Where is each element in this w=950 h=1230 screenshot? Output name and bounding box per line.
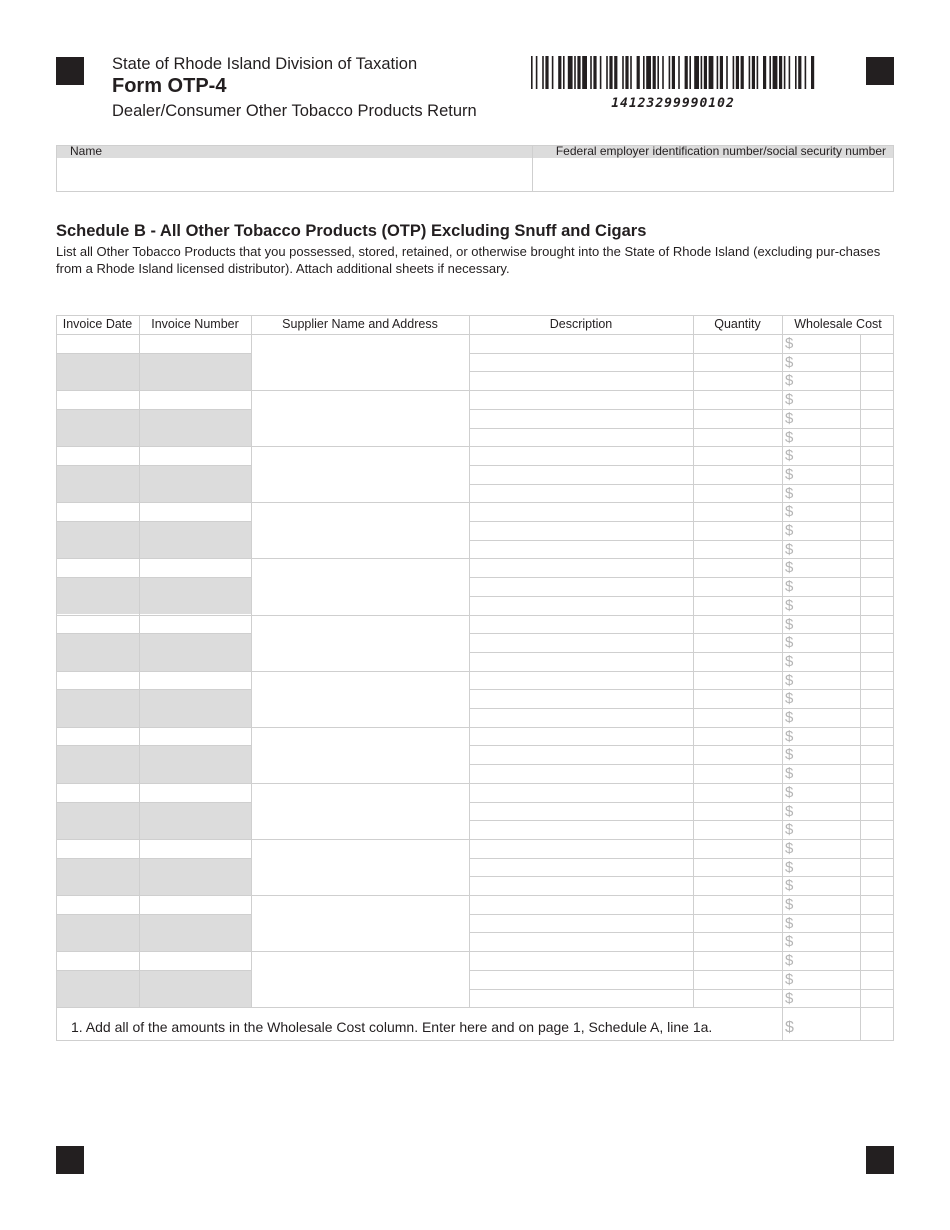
row-divider (56, 970, 251, 971)
row-divider (56, 577, 251, 578)
row-divider (469, 932, 894, 933)
row-divider (469, 353, 894, 354)
shaded-cell (56, 633, 251, 670)
barcode-bar (694, 56, 699, 89)
dollar-sign: $ (785, 839, 794, 857)
column-divider (782, 1007, 783, 1041)
otp-invoice-table (56, 315, 894, 1041)
column-divider (469, 315, 470, 1007)
dollar-sign: $ (785, 503, 794, 521)
column-header: Invoice Number (151, 317, 239, 331)
row-divider (469, 708, 894, 709)
dollar-sign: $ (785, 877, 794, 895)
dollar-sign: $ (785, 952, 794, 970)
barcode-number: 14123299990102 (611, 96, 735, 111)
dollar-sign: $ (785, 858, 794, 876)
row-divider (56, 353, 251, 354)
barcode-bar (733, 56, 735, 89)
barcode-bar (653, 56, 656, 89)
registration-mark-bottom-right (866, 1146, 894, 1174)
column-divider (693, 315, 694, 1007)
row-divider (469, 596, 894, 597)
barcode-bar (643, 56, 645, 89)
barcode-bar (536, 56, 538, 89)
dollar-sign: $ (785, 353, 794, 371)
barcode-bar (736, 56, 739, 89)
dollar-sign: $ (785, 372, 794, 390)
registration-mark-bottom-left (56, 1146, 84, 1174)
barcode-bar (657, 56, 659, 89)
barcode-bar (630, 56, 632, 89)
barcode-bar (709, 56, 714, 89)
row-divider (56, 521, 251, 522)
group-divider (56, 1007, 894, 1008)
row-divider (469, 371, 894, 372)
dollar-sign: $ (785, 335, 794, 352)
form-subtitle: Dealer/Consumer Other Tobacco Products Return (112, 102, 477, 120)
column-divider (251, 315, 252, 1007)
barcode-bar (542, 56, 544, 89)
barcode-bar (704, 56, 707, 89)
barcode-bar (720, 56, 723, 89)
row-divider (469, 633, 894, 634)
shaded-cell (56, 353, 251, 390)
dollar-sign: $ (785, 989, 794, 1007)
barcode-bar (678, 56, 680, 89)
barcode-bar (609, 56, 612, 89)
barcode-bar (552, 56, 554, 89)
row-divider (469, 465, 894, 466)
group-divider (56, 727, 894, 728)
barcode-bar (563, 56, 565, 89)
cents-divider (860, 334, 861, 1041)
taxpayer-info-box (56, 145, 894, 192)
shaded-cell (56, 465, 251, 502)
column-header: Description (549, 317, 613, 331)
barcode-bar (669, 56, 671, 89)
shaded-cell (56, 521, 251, 558)
dollar-sign: $ (785, 391, 794, 409)
row-divider (56, 689, 251, 690)
barcode-bar (789, 56, 791, 89)
dollar-sign: $ (785, 970, 794, 988)
barcode-bar (614, 56, 617, 89)
dollar-sign: $ (785, 652, 794, 670)
row-divider (56, 914, 251, 915)
dollar-sign: $ (785, 746, 794, 764)
group-divider (56, 390, 894, 391)
taxpayer-info-divider (532, 146, 533, 191)
row-divider (56, 633, 251, 634)
barcode-bar (805, 56, 807, 89)
barcode-bar (568, 56, 573, 89)
header-divider (56, 334, 894, 335)
group-divider (56, 839, 894, 840)
barcode-bar (582, 56, 587, 89)
barcode-bar (689, 56, 691, 89)
row-divider (469, 858, 894, 859)
dollar-sign: $ (785, 559, 794, 577)
barcode-bar (646, 56, 651, 89)
barcode-bar (717, 56, 719, 89)
barcode-bar (798, 56, 801, 89)
dollar-sign: $ (785, 933, 794, 951)
barcode-bar (769, 56, 771, 89)
dollar-sign: $ (785, 484, 794, 502)
row-divider (469, 521, 894, 522)
barcode-bar (637, 56, 640, 89)
agency-name: State of Rhode Island Division of Taxation (112, 55, 418, 73)
group-divider (56, 615, 894, 616)
shaded-cell (56, 970, 251, 1007)
barcode-bar (590, 56, 592, 89)
shaded-cell (56, 745, 251, 782)
form-title: Form OTP-4 (112, 75, 227, 97)
barcode-bar (779, 56, 782, 89)
barcode-bar (811, 56, 814, 89)
shaded-cell (56, 858, 251, 895)
dollar-sign: $ (785, 578, 794, 596)
dollar-sign: $ (785, 671, 794, 689)
barcode-bar (593, 56, 596, 89)
dollar-sign: $ (785, 596, 794, 614)
total-line-text: 1. Add all of the amounts in the Wholesale Cost column. Enter here and on page 1, Schedule A, line 1a. (71, 1019, 713, 1035)
row-divider (469, 820, 894, 821)
dollar-sign: $ (785, 896, 794, 913)
row-divider (469, 409, 894, 410)
group-divider (56, 951, 894, 952)
dollar-sign: $ (785, 409, 794, 427)
dollar-sign: $ (785, 522, 794, 539)
barcode-bar (625, 56, 628, 89)
barcode-bar (577, 56, 580, 89)
row-divider (56, 745, 251, 746)
row-divider (56, 802, 251, 803)
group-divider (56, 446, 894, 447)
column-divider (782, 315, 783, 1007)
column-header: Supplier Name and Address (282, 317, 438, 331)
barcode-bar (741, 56, 744, 89)
barcode-bar (773, 56, 778, 89)
column-divider (139, 315, 140, 1007)
barcode-bar (662, 56, 664, 89)
table-border-left (56, 315, 57, 1041)
shaded-cell (56, 689, 251, 726)
barcode-bar (531, 56, 533, 89)
row-divider (469, 876, 894, 877)
registration-mark-top-right (866, 57, 894, 85)
dollar-sign: $ (785, 615, 794, 633)
barcode-bar (545, 56, 548, 89)
column-header: Invoice Date (62, 317, 133, 331)
shaded-cell (56, 409, 251, 446)
row-divider (469, 764, 894, 765)
row-divider (469, 802, 894, 803)
barcode-bar (622, 56, 624, 89)
dollar-sign: $ (785, 727, 794, 745)
row-divider (469, 970, 894, 971)
barcode-bar (795, 56, 797, 89)
row-divider (469, 989, 894, 990)
barcode-bar (574, 56, 576, 89)
name-label: Name (70, 144, 103, 158)
row-divider (469, 689, 894, 690)
barcode-bar (558, 56, 561, 89)
row-divider (56, 858, 251, 859)
barcode-bar (685, 56, 688, 89)
barcode-bar (749, 56, 751, 89)
barcode (531, 56, 815, 89)
dollar-sign: $ (785, 690, 794, 708)
dollar-sign: $ (785, 802, 794, 820)
shaded-cell (56, 577, 251, 614)
table-border-bottom (56, 1040, 894, 1041)
row-divider (469, 745, 894, 746)
group-divider (56, 558, 894, 559)
row-divider (469, 652, 894, 653)
registration-mark-top-left (56, 57, 84, 85)
barcode-bar (752, 56, 755, 89)
barcode-bar (757, 56, 759, 89)
fein-label: Federal employer identification number/social security number (555, 144, 886, 158)
barcode-bar (726, 56, 728, 89)
row-divider (469, 914, 894, 915)
shaded-cell (56, 802, 251, 839)
dollar-sign: $ (785, 465, 794, 483)
row-divider (469, 428, 894, 429)
schedule-description: List all Other Tobacco Products that you possessed, stored, retained, or otherwise brought into the State of Rhode Island (excluding pur-chases from a Rhode Island licensed distributor). Attach additional sheets if necessary. (56, 244, 881, 276)
dollar-sign: $ (785, 914, 794, 932)
total-dollar-sign: $ (785, 1019, 794, 1036)
barcode-bar (672, 56, 675, 89)
barcode-bar (606, 56, 608, 89)
column-header: Wholesale Cost (794, 317, 882, 331)
dollar-sign: $ (785, 428, 794, 446)
group-divider (56, 783, 894, 784)
dollar-sign: $ (785, 634, 794, 652)
barcode-bar (600, 56, 602, 89)
row-divider (469, 540, 894, 541)
shaded-cell (56, 914, 251, 951)
column-header: Quantity (714, 317, 761, 331)
row-divider (469, 484, 894, 485)
row-divider (469, 577, 894, 578)
schedule-title: Schedule B - All Other Tobacco Products (OTP) Excluding Snuff and Cigars (56, 222, 647, 240)
dollar-sign: $ (785, 709, 794, 726)
group-divider (56, 671, 894, 672)
barcode-bar (784, 56, 786, 89)
dollar-sign: $ (785, 540, 794, 558)
group-divider (56, 895, 894, 896)
group-divider (56, 502, 894, 503)
row-divider (56, 465, 251, 466)
barcode-bar (701, 56, 703, 89)
barcode-bar (763, 56, 766, 89)
dollar-sign: $ (785, 783, 794, 801)
dollar-sign: $ (785, 821, 794, 839)
row-divider (56, 409, 251, 410)
dollar-sign: $ (785, 447, 794, 465)
dollar-sign: $ (785, 765, 794, 783)
